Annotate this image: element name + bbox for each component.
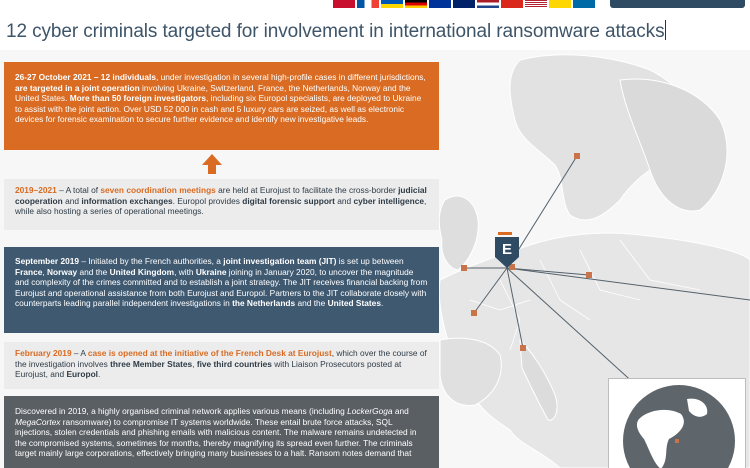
panel4-bold-1: three Member States bbox=[110, 358, 193, 369]
panel5-text-2: and bbox=[392, 406, 409, 416]
panel2-highlight-1: seven coordination meetings bbox=[100, 185, 216, 195]
top-banner-strip bbox=[0, 0, 750, 10]
panel3-bold-2: France bbox=[15, 266, 43, 277]
panel4-bold-3: Europol bbox=[66, 369, 99, 380]
panel1-bold-1: are targeted in a joint operation bbox=[15, 82, 140, 93]
flag-norway bbox=[333, 0, 355, 8]
panel4-lead: February 2019 bbox=[15, 348, 72, 358]
panel3-text-4: and the bbox=[77, 266, 110, 277]
eurojust-brand-tab bbox=[610, 0, 745, 8]
panel1-lead: 26-27 October 2021 – 12 individuals bbox=[15, 72, 156, 82]
panel3-bold-7: United States bbox=[327, 298, 381, 309]
panel4-text-2: , which over the course of the investigation involves bbox=[15, 348, 427, 369]
panel3-bold-3: Norway bbox=[47, 266, 78, 277]
panel2-bold-1: judicial cooperation bbox=[15, 185, 427, 206]
panel3-bold-4: United Kingdom bbox=[109, 266, 175, 277]
panel2-bold-2: information exchanges bbox=[81, 195, 173, 206]
page-title: 12 cyber criminals targeted for involvement in international ransomware attacks bbox=[6, 21, 665, 42]
panel3-text-6: joining in January 2020, to uncover the magnitude and complexity of the crimes committed and to establish a joint strategy. The JIT receives financial backing from Eurojust and operational assistance from both Eurojust and Europol. Partners to the JIT collaborate closely with counterparts leading parallel independent investigations in bbox=[15, 266, 428, 309]
panel4-text-4: with Liaison Prosecutors posted at Eurojust, and bbox=[15, 358, 402, 380]
panel3-bold-6: the Netherlands bbox=[232, 298, 296, 309]
flag-eu bbox=[429, 0, 451, 8]
panel2-lead: 2019–2021 bbox=[15, 185, 57, 195]
panel3-text-3: , bbox=[42, 266, 48, 277]
flag-uk bbox=[453, 0, 475, 8]
background-panel-2019 bbox=[4, 396, 439, 468]
panel1-bold-2: More than 50 foreign investigators bbox=[69, 93, 207, 104]
panel3-bold-1: joint investigation team (JIT) bbox=[223, 256, 337, 266]
panel4-text-1: – A bbox=[71, 348, 88, 358]
panel3-text-8: . bbox=[380, 298, 384, 309]
flag-switzerland bbox=[501, 0, 523, 8]
panel4-text-5: . bbox=[98, 369, 101, 380]
panel2-bold-4: cyber intelligence bbox=[353, 195, 425, 206]
panel1-text-3: , including six Europol specialists, are deployed to Ukraine to assist with the joint action. Over USD 52 000 in cash and 5 luxury cars are seized, as well as electronic devices for forensic examination to secure further evidence and identify new investigative leads. bbox=[15, 93, 422, 125]
panel3-text-7: and the bbox=[295, 298, 328, 309]
panel5-text-3: ransomware) to compromise IT systems worldwide. These entail brute force attacks, SQL injections, stolen credentials and phishing emails with malicious content. The malware remains undetected in the compromised systems, sometimes for months, thereby magnifying its spread even further. The criminals target mainly large corporations, effectively bringing many businesses to a halt. Ransom notes demand that bbox=[15, 416, 417, 459]
panel1-text-2: involving Ukraine, Switzerland, France, the Netherlands, Norway and the United States. bbox=[15, 82, 411, 104]
panel3-bold-5: Ukraine bbox=[195, 266, 227, 277]
panel2-text-5: and bbox=[334, 195, 354, 206]
panel4-bold-2: five third countries bbox=[196, 358, 272, 369]
panel2-text-4: . Europol provides bbox=[172, 195, 243, 206]
flag-germany bbox=[405, 0, 427, 8]
panel3-text-2: is set up between bbox=[336, 256, 404, 266]
globe-inset bbox=[608, 378, 746, 468]
flag-sweden bbox=[573, 0, 595, 8]
flag-usa bbox=[525, 0, 547, 8]
timeline-panel-feb-2019 bbox=[4, 342, 439, 389]
flag-ukraine-2 bbox=[549, 0, 571, 8]
timeline-panel-2019-2021 bbox=[4, 179, 439, 230]
panel2-text-1: – A total of bbox=[56, 185, 101, 195]
panel5-italic-2: MegaCortex bbox=[15, 416, 61, 427]
panel2-text-2: are held at Eurojust to facilitate the cross-border bbox=[215, 185, 399, 195]
timeline-panel-oct-2021 bbox=[4, 62, 439, 150]
eurojust-pin-letter: E bbox=[501, 241, 513, 258]
panel5-text-1: Discovered in 2019, a highly organised criminal network applies various means (including bbox=[15, 406, 348, 416]
panel3-text-5: , with bbox=[174, 266, 196, 277]
flag-ukraine bbox=[381, 0, 403, 8]
panel4-highlight-1: case is opened at the initiative of the French Desk at Eurojust bbox=[87, 348, 332, 358]
flag-france bbox=[357, 0, 379, 8]
globe-icon bbox=[609, 379, 746, 468]
panel2-text-6: , while also hosting a series of operational meetings. bbox=[15, 195, 427, 217]
panel3-text-1: – Initiated by the French authorities, a bbox=[79, 256, 224, 266]
panel2-text-3: and bbox=[62, 195, 82, 206]
timeline-panel-sep-2019 bbox=[4, 247, 439, 333]
arrow-up-icon bbox=[201, 153, 223, 175]
panel5-italic-1: LockerGoga bbox=[347, 406, 393, 416]
panel4-text-3: , bbox=[192, 358, 197, 369]
panel1-text-1: , under investigation in several high-profile cases in different jurisdictions, bbox=[155, 72, 426, 82]
eurojust-pin-icon bbox=[494, 232, 520, 270]
flag-netherlands bbox=[477, 0, 499, 8]
panel2-bold-3: digital forensic support bbox=[242, 195, 335, 206]
panel3-lead: September 2019 bbox=[15, 256, 80, 266]
